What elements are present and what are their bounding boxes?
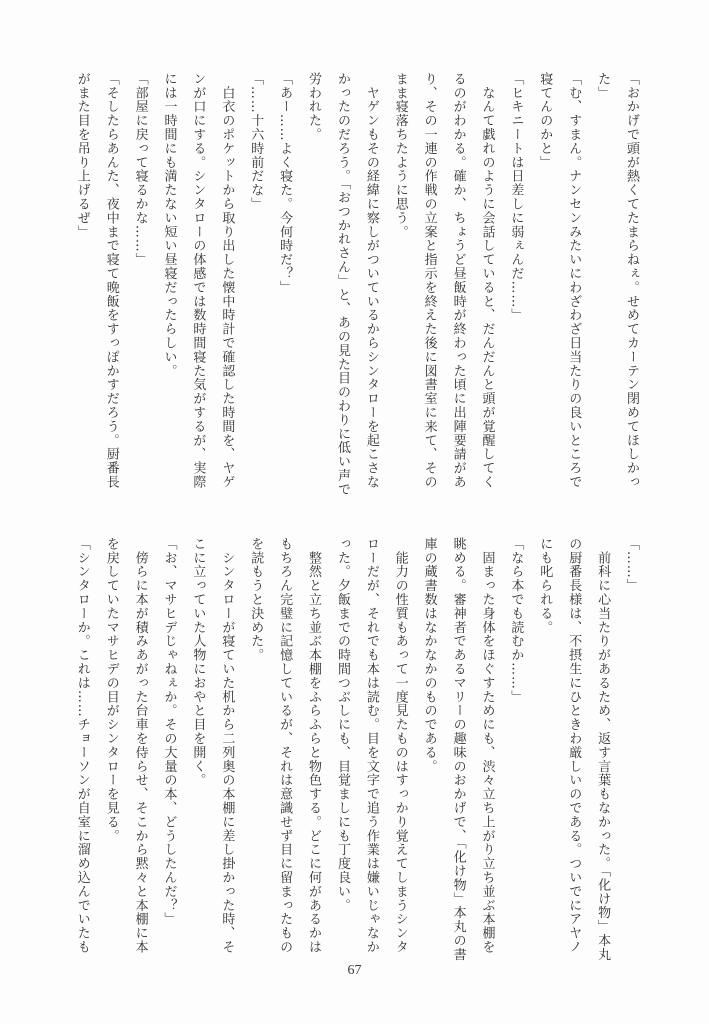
text-column: 「……」: [624, 537, 639, 593]
upper-text-block: [67, 72, 645, 497]
text-column: った。夕飯までの時間つぶしにも、目覚ましにも丁度良い。: [334, 537, 350, 913]
text-column: 前科に心当たりがあるため、返す言葉もなかった。「化け物」本丸: [595, 537, 611, 962]
text-column: 「む、すまん。ナンセンみたいにわざわざ日当たりの良いところで: [566, 72, 582, 489]
text-column: まま寝落ちたように思う。: [392, 72, 408, 239]
text-column: 労われた。: [306, 72, 322, 142]
text-column: 「……十六時前だな」: [248, 72, 264, 211]
text-column: り、その一連の作戦の立案と指示を終えた後に図書室に来て、その: [421, 72, 437, 489]
text-column: 「シンタローか。これは……チョーソンが自室に溜め込んでいたも: [74, 537, 90, 954]
text-column: 「お、マサヒデじゃねぇか。その大量の本、どうしたんだ？」: [161, 537, 177, 927]
text-column: シンタローが寝ていた机から二列奥の本棚に差し掛かった時、そ: [219, 537, 235, 954]
lower-text-block: [67, 537, 645, 962]
text-column: 「おかげで頭が熱くてたまらねぇ。せめてカーテン閉めてほしかっ: [624, 72, 639, 489]
page-number: 67: [347, 963, 362, 978]
text-column: 整然と立ち並ぶ本棚をふらふらと物色する。どこに何があるかは: [306, 537, 322, 954]
text-column: 「ヒキニートは日差しに弱ぇんだ……」: [508, 72, 524, 323]
text-column: 眺める。審神者であるマリーの趣味のおかげで、「化け物」本丸の書: [450, 537, 466, 962]
text-column: には一時間にも満たない短い昼寝だったらしい。: [161, 72, 177, 378]
text-column: 白衣のポケットから取り出した懐中時計で確認した時間を、ヤゲ: [219, 72, 235, 489]
text-column: もちろん完璧に記憶しているが、それは意識せず目に留まったもの: [277, 537, 293, 954]
text-column: ヤゲンもその経緯に察しがついているからシンタローを起こさな: [363, 72, 379, 489]
text-column: 「そしたらあんた、夜中まで寝て晩飯をすっぽかすだろう。厨番長: [103, 72, 119, 489]
text-column: 「部屋に戻って寝るかな……」: [132, 72, 148, 267]
text-column: こに立っていた人物におやと目を開く。: [190, 537, 206, 788]
text-column: るのがわかる。確か、ちょうど昼飯時が終わった頃に出陣要請があ: [450, 72, 466, 489]
text-column: 傍らに本が積みあがった台車を侍らせ、そこから黙々と本棚に本: [132, 537, 148, 954]
text-column: を戻していたマサヒデの目がシンタローを見る。: [103, 537, 119, 843]
text-column: 能力の性質もあって一度見たものはすっかり覚えてしまうシンタ: [392, 537, 408, 954]
text-column: にも叱られる。: [537, 537, 553, 635]
text-column: なんて戯れのように会話していると、だんだんと頭が覚醒してく: [479, 72, 495, 489]
text-column: がまた目を吊り上げるぜ」: [74, 72, 90, 239]
text-column: 寝てんのかと」: [537, 72, 553, 170]
text-column: を読もうと決めた。: [248, 537, 264, 663]
text-column: 「なら本でも読むか……」: [508, 537, 524, 704]
text-column: ンが口にする。シンタローの体感では数時間寝た気がするが、実際: [190, 72, 206, 489]
text-column: かったのだろう。「おつかれさん」と、あの見た目のわりに低い声で: [334, 72, 350, 497]
text-column: 固まった身体をほぐすためにも、渋々立ち上がり立ち並ぶ本棚を: [479, 537, 495, 954]
text-column: た」: [595, 72, 611, 100]
text-column: ローだが、それでも本は読む。目を文字で追う作業は嫌いじゃなか: [363, 537, 379, 954]
text-column: 「あー……よく寝た。今何時だ？」: [277, 72, 293, 295]
text-column: の厨番長様は、不摂生にひときわ厳しいのである。ついでにアヤノ: [566, 537, 582, 954]
text-column: 庫の蔵書数はなかなかのものである。: [421, 537, 437, 774]
